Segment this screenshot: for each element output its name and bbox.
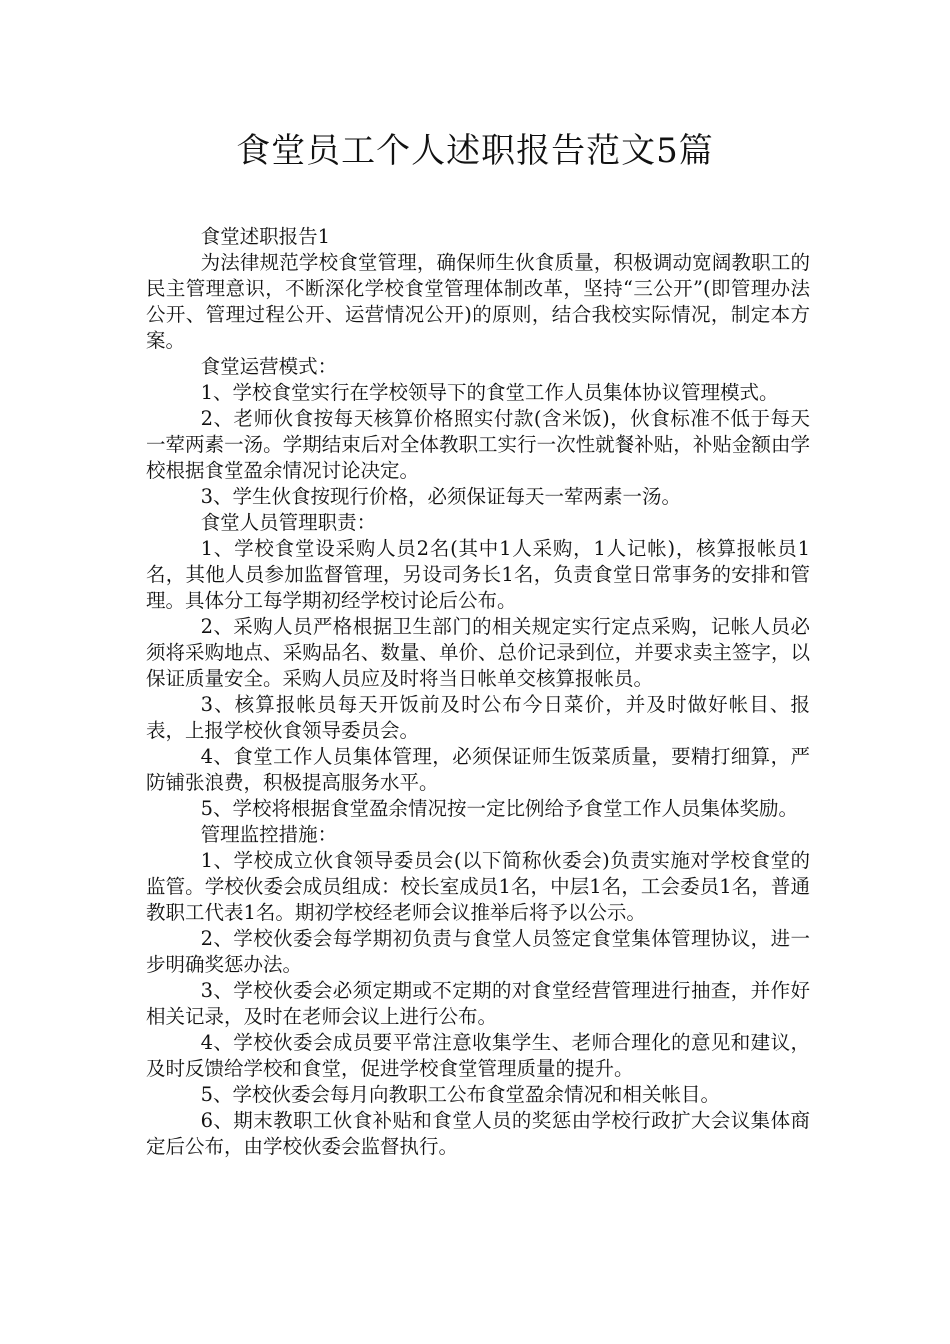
paragraph: 3、核算报帐员每天开饭前及时公布今日菜价，并及时做好帐目、报表，上报学校伙食领导委员会。 — [146, 693, 810, 742]
paragraph: 3、学生伙食按现行价格，必须保证每天一荤两素一汤。 — [200, 485, 682, 508]
section-heading: 食堂运营模式： — [200, 355, 338, 378]
paragraph: 5、学校将根据食堂盈余情况按一定比例给予食堂工作人员集体奖励。 — [200, 797, 799, 820]
paragraph: 1、学校食堂设采购人员2名(其中1人采购，1人记帐)，核算报帐员1名，其他人员参加监督管理，另设司务长1名，负责食堂日常事务的安排和管理。具体分工每学期初经学校讨论后公布。 — [146, 537, 810, 612]
paragraph: 2、老师伙食按每天核算价格照实付款(含米饭)，伙食标准不低于每天一荤两素一汤。学期结束后对全体教职工实行一次性就餐补贴，补贴金额由学校根据食堂盈余情况讨论决定。 — [146, 407, 810, 482]
paragraph: 4、学校伙委会成员要平常注意收集学生、老师合理化的意见和建议，及时反馈给学校和食堂，促进学校食堂管理质量的提升。 — [146, 1031, 810, 1080]
section-heading: 食堂人员管理职责： — [200, 511, 377, 534]
paragraph: 为法律规范学校食堂管理，确保师生伙食质量，积极调动宽阔教职工的民主管理意识，不断深化学校食堂管理体制改革，坚持“三公开”(即管理办法公开、管理过程公开、运营情况公开)的原则，结合我校实际情况，制定本方案。 — [146, 251, 810, 352]
paragraph: 2、学校伙委会每学期初负责与食堂人员签定食堂集体管理协议，进一步明确奖惩办法。 — [146, 927, 810, 976]
page-title: 食堂员工个人述职报告范文5篇 — [236, 131, 714, 171]
paragraph: 1、学校食堂实行在学校领导下的食堂工作人员集体协议管理模式。 — [200, 381, 779, 404]
paragraph: 4、食堂工作人员集体管理，必须保证师生饭菜质量，要精打细算，严防铺张浪费，积极提高服务水平。 — [146, 745, 810, 794]
paragraph: 3、学校伙委会必须定期或不定期的对食堂经营管理进行抽查，并作好相关记录，及时在老师会议上进行公布。 — [146, 979, 810, 1028]
paragraph: 2、采购人员严格根据卫生部门的相关规定实行定点采购，记帐人员必须将采购地点、采购品名、数量、单价、总价记录到位，并要求卖主签字，以保证质量安全。采购人员应及时将当日帐单交核算报帐员。 — [146, 615, 810, 690]
paragraph: 5、学校伙委会每月向教职工公布食堂盈余情况和相关帐目。 — [200, 1083, 721, 1106]
section-heading: 食堂述职报告1 — [200, 225, 331, 248]
paragraph: 6、期末教职工伙食补贴和食堂人员的奖惩由学校行政扩大会议集体商定后公布，由学校伙委会监督执行。 — [146, 1109, 810, 1158]
paragraph: 1、学校成立伙食领导委员会(以下简称伙委会)负责实施对学校食堂的监管。学校伙委会成员组成：校长室成员1名，中层1名，工会委员1名，普通教职工代表1名。期初学校经老师会议推举后将予以公示。 — [146, 849, 810, 924]
section-heading: 管理监控措施： — [200, 823, 338, 846]
document-body — [146, 224, 810, 1160]
